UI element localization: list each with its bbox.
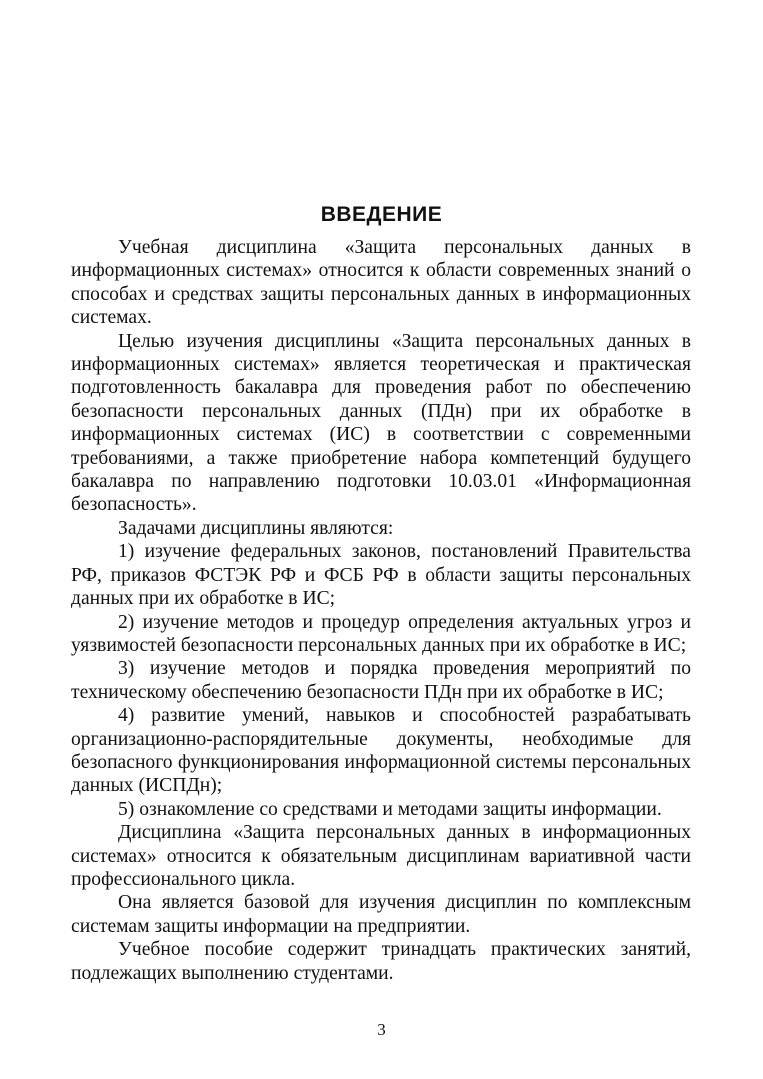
paragraph-task-3: 3) изучение методов и порядка проведения мероприятий по техническому обеспечению безопасности ПДн при их обработке в ИС; [71, 658, 691, 703]
paragraph-goal: Целью изучения дисциплины «Защита персональных данных в информационных системах» является теоретическая и практическая подготовленность бакалавра для проведения работ по обеспечению безопасности персональных данных (ПДн) при их обработке в информационных системах (ИС) в соответствии с современными требованиями, а также приобретение набора компетенций будущего бакалавра по направлению подготовки 10.03.01 «Информационная безопасность». [71, 330, 691, 516]
paragraph-task-1: 1) изучение федеральных законов, постановлений Правительства РФ, приказов ФСТЭК РФ и ФСБ РФ в области защиты персональных данных при их обработке в ИС; [71, 541, 691, 610]
paragraph-base: Она является базовой для изучения дисциплин по комплексным системам защиты информации на предприятии. [71, 892, 691, 937]
paragraph-intro: Учебная дисциплина «Защита персональных данных в информационных системах» относится к области современных знаний о способах и средствах защиты персональных данных в информационных системах. [71, 237, 691, 329]
body-text [71, 236, 691, 985]
paragraph-tasks-heading: Задачами дисциплины являются: [118, 517, 394, 539]
paragraph-task-2: 2) изучение методов и процедур определения актуальных угроз и уязвимостей безопасности персональных данных при их обработке в ИС; [71, 611, 691, 656]
paragraph-discipline-place: Дисциплина «Защита персональных данных в информационных системах» относится к обязательным дисциплинам вариативной части профессионального цикла. [71, 822, 691, 890]
paragraph-manual: Учебное пособие содержит тринадцать практических занятий, подлежащих выполнению студентами. [71, 939, 691, 984]
page-number: 3 [377, 1020, 386, 1039]
page-title: ВВЕДЕНИЕ [320, 203, 443, 226]
paragraph-task-4: 4) развитие умений, навыков и способностей разрабатывать организационно-распорядительные документы, необходимые для безопасного функционирования информационной системы персональных данных (ИСПДн); [71, 705, 691, 797]
paragraph-task-5: 5) ознакомление со средствами и методами защиты информации. [118, 798, 662, 820]
